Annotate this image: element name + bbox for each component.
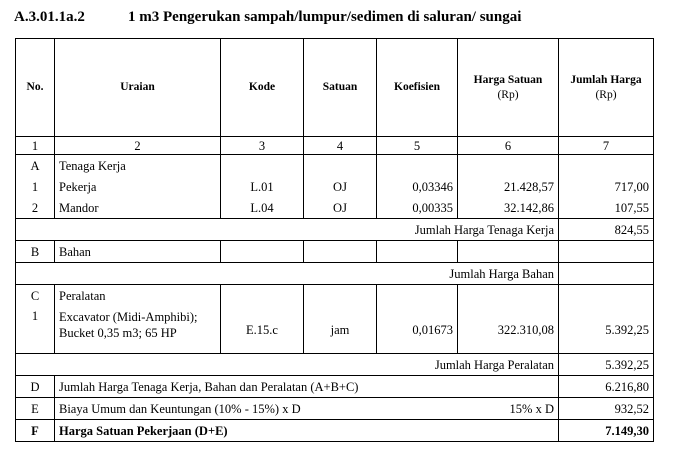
summary-value: 6.216,80 <box>559 376 654 398</box>
summary-value: 7.149,30 <box>559 420 654 442</box>
summary-letter: F <box>16 420 55 442</box>
row-jumlah: 717,00 <box>559 176 654 197</box>
jumlah-harga-label: Jumlah Harga <box>570 73 642 86</box>
summary-row-e <box>16 398 654 420</box>
section-a-total-row <box>16 219 654 241</box>
col-header-harga-satuan <box>458 39 559 137</box>
row-kode: L.04 <box>221 197 304 219</box>
row-uraian: Excavator (Midi-Amphibi); Bucket 0,35 m3; 65 HP <box>55 306 221 354</box>
harga-satuan-label: Harga Satuan <box>473 73 543 86</box>
jumlah-harga-unit: (Rp) <box>595 88 617 101</box>
col-header-satuan: Satuan <box>304 39 377 137</box>
row-uraian: Pekerja <box>55 176 221 197</box>
row-kode: L.01 <box>221 176 304 197</box>
row-satuan: OJ <box>304 176 377 197</box>
row-koefisien: 0,01673 <box>377 306 458 354</box>
column-index: 2 <box>55 137 221 155</box>
total-label: Jumlah Harga Tenaga Kerja <box>16 219 559 241</box>
col-header-jumlah-harga <box>559 39 654 137</box>
summary-label: Jumlah Harga Tenaga Kerja, Bahan dan Peralatan (A+B+C) <box>55 376 559 398</box>
section-label: Bahan <box>55 241 221 263</box>
row-harga: 322.310,08 <box>458 306 559 354</box>
column-index: 5 <box>377 137 458 155</box>
row-no: 1 <box>16 176 55 197</box>
row-harga: 32.142,86 <box>458 197 559 219</box>
row-harga: 21.428,57 <box>458 176 559 197</box>
document-title <box>14 9 521 26</box>
column-index: 7 <box>559 137 654 155</box>
column-index: 1 <box>16 137 55 155</box>
table-header-row <box>16 39 654 137</box>
col-header-kode: Kode <box>221 39 304 137</box>
section-letter: A <box>16 155 55 177</box>
total-value: 824,55 <box>559 219 654 241</box>
row-satuan: jam <box>304 306 377 354</box>
summary-row-f <box>16 420 654 442</box>
section-a-heading-row <box>16 155 654 177</box>
row-no: 1 <box>16 306 55 354</box>
summary-label: Biaya Umum dan Keuntungan (10% - 15%) x D <box>55 398 458 420</box>
row-koefisien: 0,03346 <box>377 176 458 197</box>
section-b-heading-row <box>16 241 654 263</box>
section-c-heading-row <box>16 285 654 307</box>
total-label: Jumlah Harga Bahan <box>16 263 559 285</box>
section-b-total-row <box>16 263 654 285</box>
row-jumlah: 107,55 <box>559 197 654 219</box>
total-label: Jumlah Harga Peralatan <box>16 354 559 376</box>
row-koefisien: 0,00335 <box>377 197 458 219</box>
table-row <box>16 306 654 354</box>
summary-letter: E <box>16 398 55 420</box>
section-letter: C <box>16 285 55 307</box>
table-row <box>16 197 654 219</box>
total-value: 5.392,25 <box>559 354 654 376</box>
row-kode: E.15.c <box>221 306 304 354</box>
row-jumlah: 5.392,25 <box>559 306 654 354</box>
col-header-uraian: Uraian <box>55 39 221 137</box>
summary-value: 932,52 <box>559 398 654 420</box>
section-letter: B <box>16 241 55 263</box>
section-label: Peralatan <box>55 285 221 307</box>
price-analysis-table <box>15 38 654 442</box>
item-title: 1 m3 Pengerukan sampah/lumpur/sedimen di saluran/ sungai <box>128 9 522 25</box>
column-index: 4 <box>304 137 377 155</box>
col-header-koefisien: Koefisien <box>377 39 458 137</box>
col-header-no: No. <box>16 39 55 137</box>
harga-satuan-unit: (Rp) <box>497 88 519 101</box>
summary-letter: D <box>16 376 55 398</box>
row-uraian: Mandor <box>55 197 221 219</box>
column-index-row <box>16 137 654 155</box>
column-index: 3 <box>221 137 304 155</box>
item-code: A.3.01.1a.2 <box>14 9 85 25</box>
table-row <box>16 176 654 197</box>
row-satuan: OJ <box>304 197 377 219</box>
summary-label: Harga Satuan Pekerjaan (D+E) <box>55 420 559 442</box>
column-index: 6 <box>458 137 559 155</box>
row-no: 2 <box>16 197 55 219</box>
total-value <box>559 263 654 285</box>
summary-row-d <box>16 376 654 398</box>
section-c-total-row <box>16 354 654 376</box>
summary-factor: 15% x D <box>458 398 559 420</box>
section-label: Tenaga Kerja <box>55 155 221 177</box>
